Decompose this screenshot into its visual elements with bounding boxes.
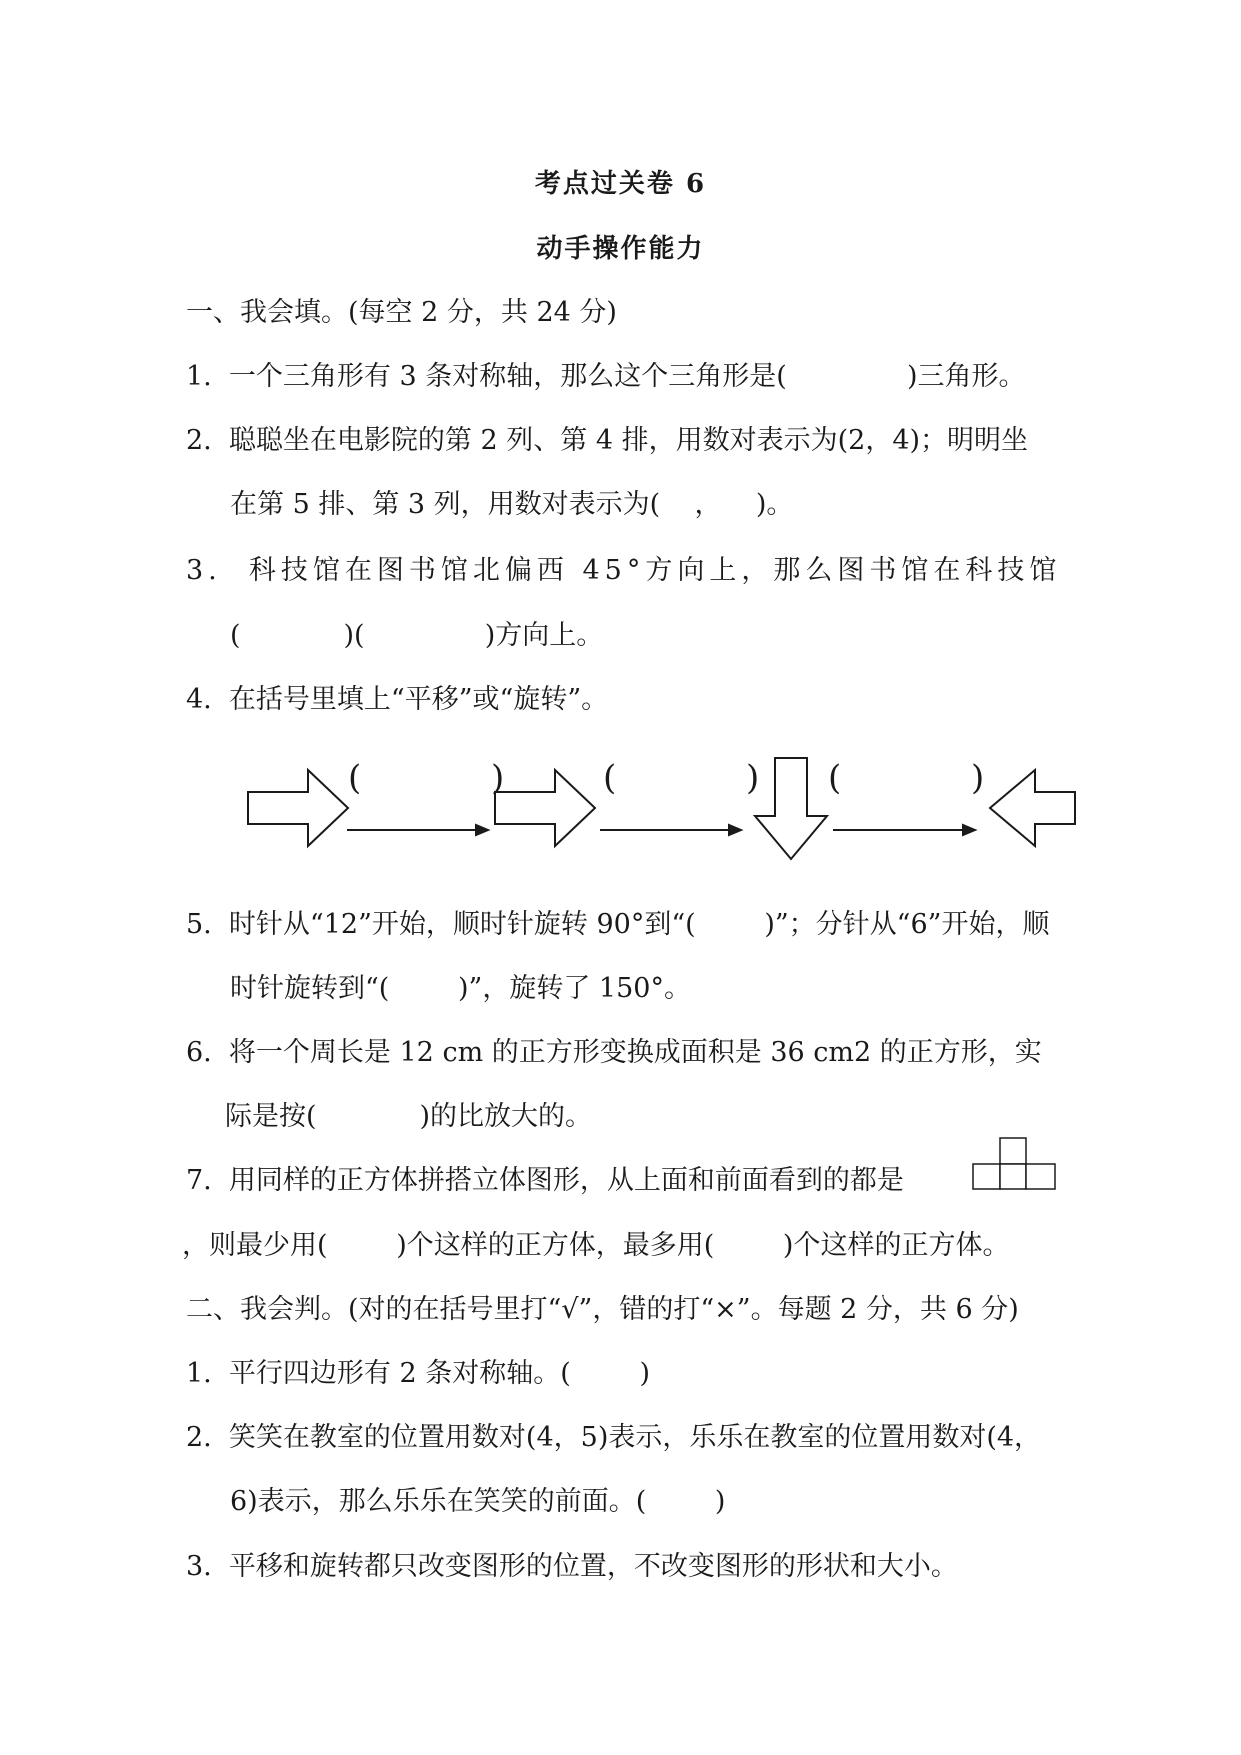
answer-blank-3[interactable]: ( ) [828,758,985,798]
question-1-3-line2: ( )( )方向上。 [230,620,604,651]
question-1-7-line1: 7. 用同样的正方体拼搭立体图形，从上面和前面看到的都是 [186,1165,904,1196]
question-2-2-line2: 6)表示，那么乐乐在笑笑的前面。( ) [230,1486,726,1517]
answer-blank-1[interactable]: ( ) [348,758,505,798]
question-2-1: 1. 平行四边形有 2 条对称轴。( ) [186,1358,650,1389]
question-1-6-line2: 际是按( )的比放大的。 [225,1101,593,1132]
question-1-1: 1. 一个三角形有 3 条对称轴，那么这个三角形是( )三角形。 [186,361,1026,392]
question-1-2-line1: 2. 聪聪坐在电影院的第 2 列、第 4 排，用数对表示为(2，4)；明明坐 [186,425,1029,456]
question-1-4: 4. 在括号里填上“平移”或“旋转”。 [186,684,609,715]
left-arrow-shape [990,770,1075,846]
transform-arrowhead-2 [729,825,741,835]
question-1-5-line2: 时针旋转到“( )”，旋转了 150°。 [230,973,691,1004]
down-arrow-shape [755,758,827,859]
question-1-2-line2: 在第 5 排、第 3 列，用数对表示为( ， )。 [230,489,794,520]
transform-arrowhead-1 [476,825,488,835]
section1-heading: 一、我会填。(每空 2 分，共 24 分) [186,297,617,328]
section2-heading: 二、我会判。(对的在括号里打“√”，错的打“×”。每题 2 分，共 6 分) [186,1294,1019,1325]
question-1-7-line2: ，则最少用( )个这样的正方体，最多用( )个这样的正方体。 [182,1230,1010,1261]
question-1-3-line1: 3. 科技馆在图书馆北偏西 45°方向上，那么图书馆在科技馆 [186,555,1062,586]
transform-arrowhead-3 [963,825,975,835]
question-1-5-line1: 5. 时针从“12”开始，顺时针旋转 90°到“( )”；分针从“6”开始，顺 [186,909,1050,940]
question-1-6-line1: 6. 将一个周长是 12 cm 的正方形变换成面积是 36 cm2 的正方形，实 [186,1037,1042,1068]
answer-blank-2[interactable]: ( ) [603,758,760,798]
question-2-3: 3. 平移和旋转都只改变图形的位置，不改变图形的形状和大小。 [186,1551,958,1582]
right-arrow-shape-2 [495,770,595,846]
cube-view-figure [970,1135,1060,1191]
page-title: 考点过关卷 6 [534,169,707,199]
right-arrow-shape-1 [248,770,348,846]
page-subtitle: 动手操作能力 [536,234,705,264]
question-2-2-line1: 2. 笑笑在教室的位置用数对(4，5)表示，乐乐在教室的位置用数对(4， [186,1422,1042,1453]
